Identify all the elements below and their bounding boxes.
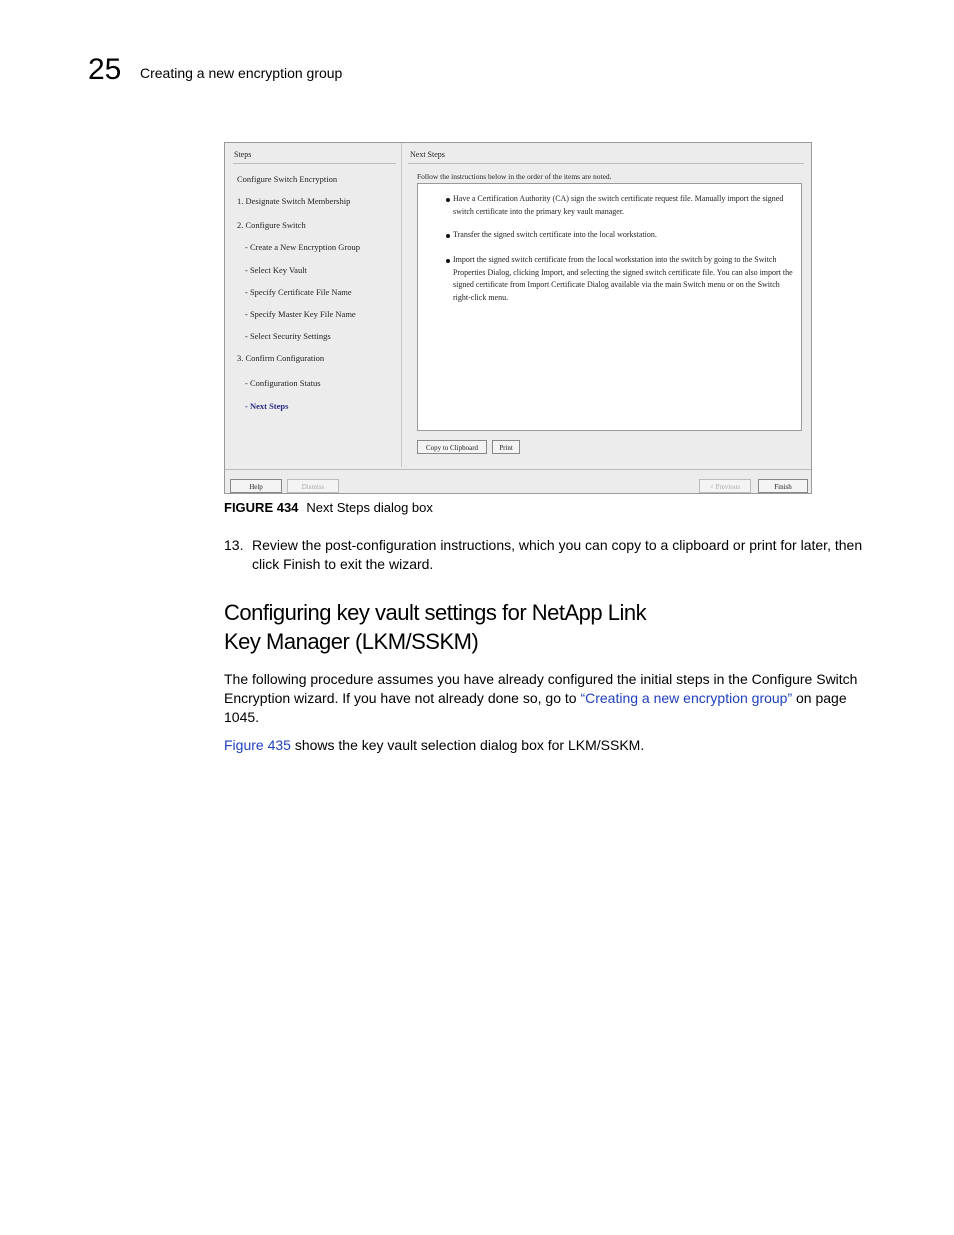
section-heading-line-2: Key Manager (LKM/SSKM) [224, 629, 479, 654]
instruction-bullet: Have a Certification Authority (CA) sign the switch certificate request file. Manually import the signed switch certificate into the primary key vault manager. [453, 194, 784, 216]
step-13-text-part: to exit the wizard. [320, 556, 434, 572]
figure-label: FIGURE 434 [224, 500, 299, 515]
chapter-number: 25 [88, 53, 122, 86]
section-heading [224, 598, 646, 656]
figure-caption-text: Next Steps dialog box [306, 500, 433, 515]
help-button[interactable]: Help [230, 479, 282, 493]
step-13-text-part: Review the post-configuration instructions, which you can copy to a clipboard or print for later, then click [252, 537, 863, 572]
figure-435-link[interactable]: Figure 435 [224, 737, 291, 753]
bullet-dot-icon [446, 234, 450, 238]
step-configuration-status: - Configuration Status [245, 378, 321, 388]
copy-to-clipboard-button[interactable]: Copy to Clipboard [417, 440, 487, 454]
previous-button[interactable]: < Previous [699, 479, 751, 493]
figure-reference-text: shows the key vault selection dialog box for LKM/SSKM. [290, 737, 645, 753]
step-13-text [252, 536, 872, 574]
step-configure-switch-encryption: Configure Switch Encryption [237, 174, 338, 184]
step-create-encryption-group: - Create a New Encryption Group [245, 242, 360, 252]
section-heading-line-1: Configuring key vault settings for NetApp Link [224, 600, 647, 625]
next-steps-divider [408, 163, 804, 164]
finish-button[interactable]: Finish [758, 479, 808, 493]
finish-term: Finish [283, 556, 321, 572]
step-master-key-file-name: - Specify Master Key File Name [245, 309, 356, 319]
step-designate-switch-membership: 1. Designate Switch Membership [237, 196, 351, 206]
steps-divider [233, 163, 396, 164]
step-next-steps: - Next Steps [245, 401, 289, 411]
intro-paragraph [224, 670, 874, 727]
instruction-bullet: Import the signed switch certificate from the local workstation into the switch by going to the Switch Properties Dialog, clicking Import, and selecting the signed switch certificate file. You can also import the signed certificate from Import Certificate Dialog available via the main Switch menu or on the Switch right-click menu. [453, 255, 793, 302]
chapter-title: Creating a new encryption group [140, 65, 343, 81]
intro-text: The following procedure assumes you have already configured the initial steps in the [224, 671, 752, 687]
intro-text: wizard. If you have not already done so, go to [290, 690, 581, 706]
figure-caption [224, 500, 433, 515]
creating-encryption-group-link[interactable]: “Creating a new encryption group” [580, 690, 793, 706]
next-steps-dialog-figure [224, 142, 812, 494]
pane-divider [401, 143, 402, 467]
instructions-label: Follow the instructions below in the order of the items are noted. [417, 172, 612, 181]
figure-reference-paragraph [224, 736, 874, 755]
step-configure-switch: 2. Configure Switch [237, 220, 306, 230]
button-bar-divider [225, 469, 811, 470]
bullet-dot-icon [446, 198, 450, 202]
dismiss-button[interactable]: Dismiss [287, 479, 339, 493]
print-button[interactable]: Print [492, 440, 520, 454]
instructions-box [417, 183, 802, 431]
intro-text: on page 1045. [224, 690, 847, 725]
next-steps-header: Next Steps [410, 150, 445, 159]
step-certificate-file-name: - Specify Certificate File Name [245, 287, 352, 297]
steps-header: Steps [234, 150, 252, 159]
bullet-dot-icon [446, 259, 450, 263]
step-number: 13. [224, 537, 244, 553]
instruction-bullet: Transfer the signed switch certificate into the local workstation. [453, 230, 657, 239]
step-confirm-configuration: 3. Confirm Configuration [237, 353, 325, 363]
step-security-settings: - Select Security Settings [245, 331, 331, 341]
wizard-term: Configure Switch Encryption [224, 671, 858, 706]
step-select-key-vault: - Select Key Vault [245, 265, 307, 275]
